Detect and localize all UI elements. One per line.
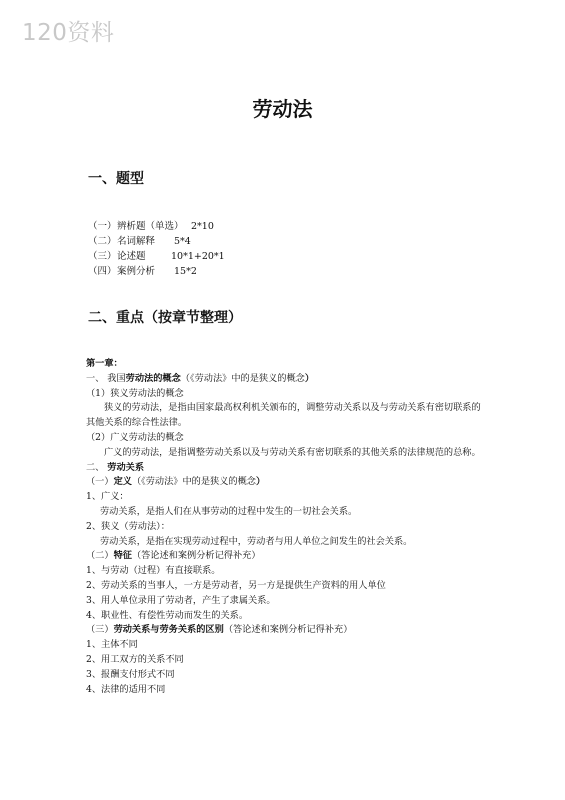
point-keyword: 劳动法的概念 xyxy=(125,372,181,384)
list-item xyxy=(88,219,225,234)
list-item: 1、与劳动（过程）有直接联系。 xyxy=(86,565,221,577)
general-definition-text: 劳动关系，是指人们在从事劳动的过程中发生的一切社会关系。 xyxy=(100,505,358,517)
sub-note: （答论述和案例分析记得补充） xyxy=(131,550,261,562)
point-labor-relation xyxy=(86,461,481,476)
broad-concept-heading: （2）广义劳动法的概念 xyxy=(86,431,184,443)
item-number: （二） xyxy=(88,236,117,247)
list-item: 2、劳动关系的当事人，一方是劳动者，另一方是提供生产资料的用人单位 xyxy=(86,579,386,591)
features-heading xyxy=(86,549,481,564)
list-item xyxy=(88,249,225,264)
key-points-body xyxy=(86,357,481,697)
item-name: 案例分析 xyxy=(117,266,156,277)
list-item: 2、用工双方的关系不同 xyxy=(86,653,184,665)
point-number: 二、 xyxy=(86,461,108,473)
section-heading-question-types: 一、题型 xyxy=(88,171,144,187)
point-keyword: 劳动关系 xyxy=(107,461,145,473)
watermark-logo: 120资料 xyxy=(22,20,115,46)
point-note: （《劳动法》中的是狭义的概念 xyxy=(180,372,305,384)
section-heading-key-points: 二、重点（按章节整理） xyxy=(88,310,242,326)
item-number: （三） xyxy=(88,251,117,262)
list-item: 4、职业性、有偿性劳动而发生的关系。 xyxy=(86,609,249,621)
narrow-definition-text: 劳动关系，是指在实现劳动过程中，劳动者与用人单位之间发生的社会关系。 xyxy=(100,535,413,547)
definition-heading xyxy=(86,475,481,490)
list-item: 4、法律的适用不同 xyxy=(86,683,166,695)
sub-keyword: 定义 xyxy=(113,476,132,488)
sub-note: （《劳动法》中的是狭义的概念 xyxy=(131,476,256,488)
item-name: 辨析题（单选） xyxy=(117,221,184,232)
broad-concept-text: 广义的劳动法，是指调整劳动关系以及与劳动关系有密切联系的其他关系的法律规范的总称。 xyxy=(104,446,481,458)
document-title: 劳动法 xyxy=(252,97,313,121)
sub-keyword: 劳动关系与劳务关系的区别 xyxy=(113,624,224,636)
item-name: 论述题 xyxy=(117,251,146,262)
sub-number: （一） xyxy=(86,476,114,488)
list-item xyxy=(88,234,225,249)
differences-heading xyxy=(86,623,481,638)
question-type-list xyxy=(88,219,225,279)
sub-number: （三） xyxy=(86,624,114,636)
sub-note-close: ） xyxy=(255,476,266,488)
chapter-heading: 第一章： xyxy=(86,358,123,369)
item-name: 名词解释 xyxy=(117,236,156,247)
list-item: 3、用人单位录用了劳动者，产生了隶属关系。 xyxy=(86,594,276,606)
point-number: 一、 我国 xyxy=(86,372,126,384)
item-number: （四） xyxy=(88,266,117,277)
list-item: 3、报酬支付形式不同 xyxy=(86,668,175,680)
sub-keyword: 特征 xyxy=(113,550,132,562)
item-score: 15*2 xyxy=(174,266,197,277)
list-item xyxy=(88,264,225,279)
sub-note: （答论述和案例分析记得补充） xyxy=(223,624,353,636)
sub-number: （二） xyxy=(86,550,114,562)
narrow-definition-heading: 2、狭义（劳动法）： xyxy=(86,520,170,532)
item-score: 2*10 xyxy=(191,221,214,232)
item-score: 10*1+20*1 xyxy=(171,251,225,262)
item-score: 5*4 xyxy=(174,236,191,247)
narrow-concept-heading: （1）狭义劳动法的概念 xyxy=(86,387,184,399)
list-item: 1、主体不同 xyxy=(86,639,138,651)
item-number: （一） xyxy=(88,221,117,232)
point-labor-law-concept xyxy=(86,372,481,387)
general-definition-heading: 1、广义： xyxy=(86,491,129,503)
point-note-close: ） xyxy=(304,372,315,384)
narrow-concept-text: 狭义的劳动法，是指由国家最高权利机关颁布的，调整劳动关系以及与劳动关系有密切联系的其他关系的综合性法律。 xyxy=(86,402,481,429)
